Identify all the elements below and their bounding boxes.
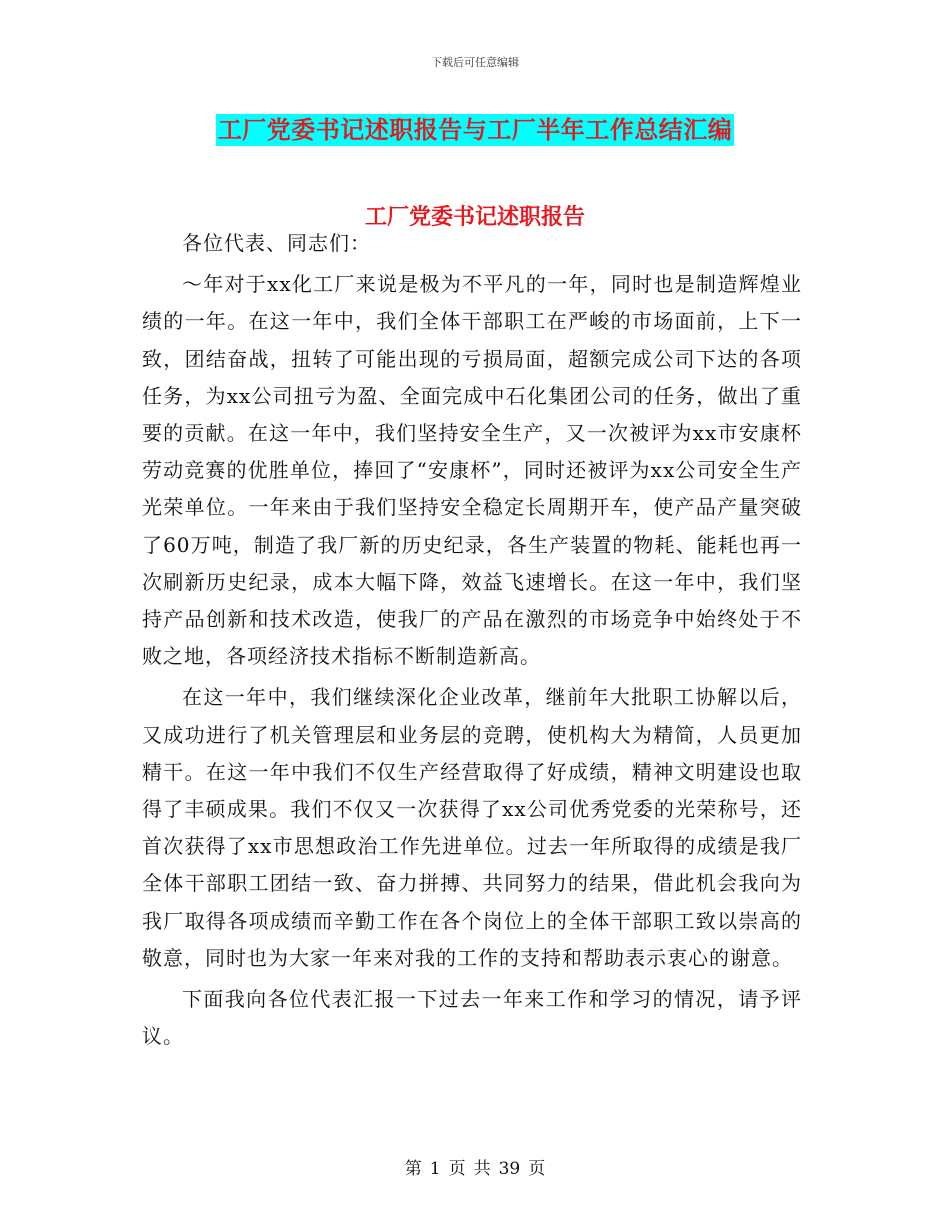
page-number: 1 [429, 1159, 441, 1179]
section-title: 工厂党委书记述职报告 [364, 205, 585, 230]
paragraph-1: ～年对于xx化工厂来说是极为不平凡的一年，同时也是制造辉煌业绩的一年。在这一年中，我们全体干部职工在严峻的市场面前，上下一致，团结奋战，扭转了可能出现的亏损局面，超额完成公司下达的各项任务，为xx公司扭亏为盈、全面完成中石化集团公司的任务，做出了重要的贡献。在这一年中，我们坚持安全生产，又一次被评为xx市安康杯劳动竞赛的优胜单位，捧回了“安康杯”，同时还被评为xx公司安全生产光荣单位。一年来由于我们坚持安全稳定长周期开车，使产品产量突破了60万吨，制造了我厂新的历史纪录，各生产装置的物耗、能耗也再一次刷新历史纪录，成本大幅下降，效益飞速增长。在这一年中，我们坚持产品创新和技术改造，使我厂的产品在激烈的市场竞争中始终处于不败之地，各项经济技术指标不断制造新高。 [142, 272, 802, 669]
total-pages: 39 [498, 1159, 521, 1179]
main-title-container [0, 114, 950, 146]
document-title: 工厂党委书记述职报告与工厂半年工作总结汇编 [217, 116, 733, 144]
page-label: 第 [404, 1159, 422, 1179]
greeting: 各位代表、同志们： [182, 231, 371, 255]
header-note: 下载后可任意编辑 [431, 56, 519, 69]
total-unit: 页 [528, 1159, 546, 1179]
paragraph-3: 下面我向各位代表汇报一下过去一年来工作和学习的情况，请予评议。 [142, 987, 802, 1049]
page-footer [0, 1154, 950, 1179]
total-label: 共 [473, 1159, 491, 1179]
paragraph-2: 在这一年中，我们继续深化企业改革，继前年大批职工协解以后，又成功进行了机关管理层和业务层的竞聘，使机构大为精简，人员更加精干。在这一年中我们不仅生产经营取得了好成绩，精神文明建设也取得了丰硕成果。我们不仅又一次获得了xx公司优秀党委的光荣称号，还首次获得了xx市思想政治工作先进单位。过去一年所取得的成绩是我厂全体干部职工团结一致、奋力拼搏、共同努力的结果，借此机会我向为我厂取得各项成绩而辛勤工作在各个岗位上的全体干部职工致以崇高的敬意，同时也为大家一年来对我的工作的支持和帮助表示衷心的谢意。 [142, 685, 802, 970]
page-unit: 页 [448, 1159, 466, 1179]
document-body [142, 221, 802, 1055]
